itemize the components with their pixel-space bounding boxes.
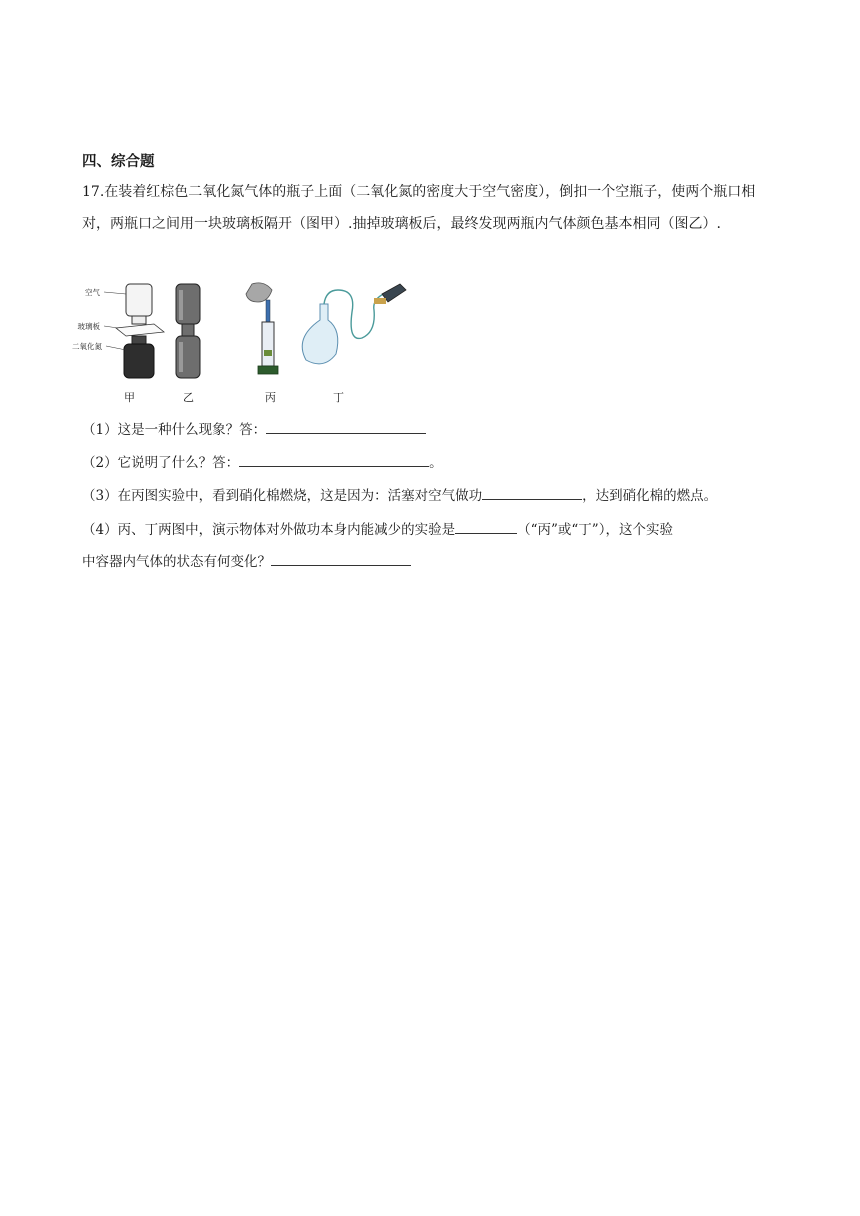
subquestion-4-before: （4）丙、丁两图中，演示物体对外做功本身内能减少的实验是 (82, 522, 456, 538)
answer-blank-4b[interactable] (271, 551, 411, 566)
question-stem: 17.在装着红棕色二氧化氮气体的瓶子上面（二氧化氮的密度大于空气密度），倒扣一个空瓶子，使两个瓶口相对，两瓶口之间用一块玻璃板隔开（图甲）.抽掉玻璃板后，最终发现两瓶内气体颜色基本相同（图乙）. (82, 184, 756, 232)
subquestion-3-after: ，达到硝化棉的燃点。 (582, 488, 718, 504)
subquestion-2 (82, 451, 443, 471)
caption-jia: 甲 (124, 391, 135, 404)
subquestion-4-line2 (82, 550, 411, 570)
figure-yi-bottles (176, 284, 200, 378)
answer-blank-2[interactable] (239, 452, 429, 467)
caption-bing: 丙 (265, 391, 276, 404)
label-air: 空气 (85, 288, 100, 297)
caption-ding: 丁 (333, 391, 344, 404)
figure-jia-bottles (104, 284, 164, 378)
label-no2: 二氧化氮 (72, 342, 102, 351)
caption-yi: 乙 (183, 391, 194, 404)
answer-blank-4a[interactable] (455, 519, 517, 534)
label-glass: 玻璃板 (77, 322, 100, 331)
subquestion-1 (82, 418, 426, 438)
answer-blank-3[interactable] (482, 485, 582, 500)
subquestion-4-line2-text: 中容器内气体的状态有何变化？ (82, 554, 271, 570)
subquestion-3-before: （3）在丙图实验中，看到硝化棉燃烧，这是因为：活塞对空气做功 (82, 488, 483, 504)
subquestion-2-text: （2）它说明了什么？答： (82, 455, 240, 471)
subquestion-4 (82, 518, 673, 538)
answer-blank-1[interactable] (266, 419, 426, 434)
figure-ding-apparatus (302, 284, 406, 364)
experiment-figure (72, 280, 412, 404)
subquestion-3 (82, 484, 717, 504)
subquestion-1-text: （1）这是一种什么现象？答： (82, 422, 267, 438)
subquestion-4-middle: （“丙”或“丁”），这个实验 (517, 522, 673, 538)
subquestion-2-end: 。 (429, 455, 443, 471)
figure-bing-apparatus (246, 283, 278, 374)
section-title: 四、综合题 (82, 154, 155, 170)
